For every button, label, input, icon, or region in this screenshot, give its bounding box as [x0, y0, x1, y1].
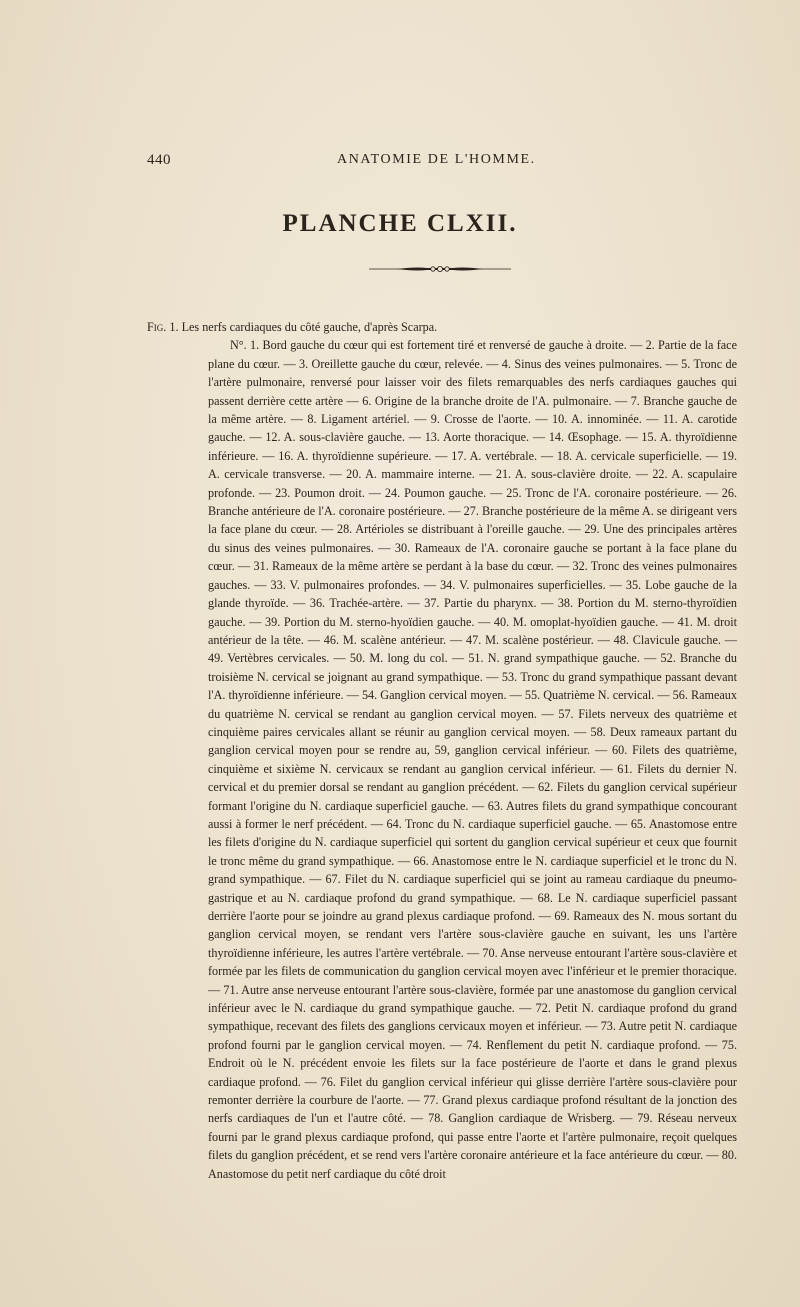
- plate-title: PLANCHE CLXII.: [282, 210, 518, 237]
- figure-heading: [147, 318, 737, 336]
- ornament-divider: [367, 264, 513, 274]
- figure-label: Fig. 1.: [147, 320, 179, 334]
- running-title: ANATOMIE DE L'HOMME.: [337, 152, 536, 167]
- plate-description: [147, 318, 737, 1183]
- figure-caption: Les nerfs cardiaques du côté gauche, d'après Scarpa.: [181, 320, 438, 334]
- running-head: [147, 152, 737, 174]
- figure-legend-text: N°. 1. Bord gauche du cœur qui est fortement tiré et renversé de gauche à droite. — 2. Partie de la face plane du cœur. — 3. Oreillette gauche du cœur, relevée. — 4. Sinus des veines pulmonaires. — 5. Tronc de l'artère pulmonaire, renversé pour laisser voir des filets remarquables des nerfs cardiaques gauches qui passent derrière cette artère — 6. Origine de la branche droite de l'A. pulmonaire. — 7. Branche gauche de la même artère. — 8. Ligament artériel. — 9. Crosse de l'aorte. — 10. A. innominée. — 11. A. carotide gauche. — 12. A. sous-clavière gauche. — 13. Aorte thoracique. — 14. Œsophage. — 15. A. thyroïdienne inférieure. — 16. A. thyroïdienne supérieure. — 17. A. vertébrale. — 18. A. cervicale superficielle. — 19. A. cervicale transverse. — 20. A. mammaire interne. — 21. A. sous-clavière droite. — 22. A. scapulaire profonde. — 23. Poumon droit. — 24. Poumon gauche. — 25. Tronc de l'A. coronaire postérieure. — 26. Branche antérieure de l'A. coronaire postérieure. — 27. Branche postérieure de la même A. se dirigeant vers la face plane du cœur. — 28. Artérioles se distribuant à l'oreille gauche. — 29. Une des principales artères du sinus des veines pulmonaires. — 30. Rameaux de l'A. coronaire gauche se portant à la face plane du cœur. — 31. Rameaux de la même artère se perdant à la base du cœur. — 32. Tronc des veines pulmonaires gauches. — 33. V. pulmonaires profondes. — 34. V. pulmonaires superficielles. — 35. Lobe gauche de la glande thyroïde. — 36. Trachée-artère. — 37. Partie du pharynx. — 38. Portion du M. sterno-thyroïdien gauche. — 39. Portion du M. sterno-hyoïdien gauche. — 40. M. omoplat-hyoïdien gauche. — 41. M. droit antérieur de la tête. — 46. M. scalène antérieur. — 47. M. scalène postérieur. — 48. Clavicule gauche. — 49. Vertèbres cervicales. — 50. M. long du col. — 51. N. grand sympathique gauche. — 52. Branche du troisième N. cervical se joignant au grand sympathique. — 53. Tronc du grand sympathique passant devant l'A. thyroïdienne inférieure. — 54. Ganglion cervical moyen. — 55. Quatrième N. cervical. — 56. Rameaux du quatrième N. cervical se rendant au ganglion cervical moyen. — 57. Filets nerveux des quatrième et cinquième paires cervicales allant se réunir au ganglion cervical moyen. — 58. Deux rameaux partant du ganglion cervical moyen pour se rendre au, 59, ganglion cervical inférieur. — 60. Filets des quatrième, cinquième et sixième N. cervicaux se rendant au ganglion cervical inférieur. — 61. Filets du dernier N. cervical et du premier dorsal se rendant au ganglion précédent. — 62. Filets du ganglion cervical supérieur formant l'origine du N. cardiaque superficiel gauche. — 63. Autres filets du grand sympathique concourant aussi à former le nerf précédent. — 64. Tronc du N. cardiaque superficiel gauche. — 65. Anastomose entre les filets d'origine du N. cardiaque superficiel qui sortent du ganglion cervical supérieur et ceux que fournit le tronc même du grand sympathique. — 66. Anastomose entre le N. cardiaque superficiel et le tronc du N. grand sympathique. — 67. Filet du N. cardiaque superficiel qui se joint au rameau cardiaque du pneumo-gastrique et au N. cardiaque profond du grand sympathique. — 68. Le N. cardiaque superficiel passant derrière l'aorte pour se joindre au grand plexus cardiaque profond. — 69. Rameaux des N. mous sortant du ganglion cervical moyen, se rendant vers l'artère sous-clavière gauche en suivant, les uns l'artère thyroïdienne inférieure, les autres l'artère vertébrale. — 70. Anse nerveuse entourant l'artère sous-clavière et formée par les filets de communication du ganglion cervical moyen avec l'inférieur et le premier thoracique. — 71. Autre anse nerveuse entourant l'artère sous-clavière, formée par une anastomose du ganglion cervical inférieur avec le N. cardiaque du grand sympathique gauche. — 72. Petit N. cardiaque profond du grand sympathique, recevant des filets des ganglions cervicaux moyen et inférieur. — 73. Autre petit N. cardiaque profond fourni par le ganglion cervical moyen. — 74. Renflement du petit N. cardiaque profond. — 75. Endroit où le N. précédent envoie les filets sur la face postérieure de l'aorte et dans le grand plexus cardiaque profond. — 76. Filet du ganglion cervical inférieur qui glisse derrière l'artère sous-clavière pour remonter derrière la courbure de l'aorte. — 77. Grand plexus cardiaque profond résultant de la jonction des nerfs cardiaques de l'un et l'autre côté. — 78. Ganglion cardiaque de Wrisberg. — 79. Réseau nerveux fourni par le grand plexus cardiaque profond, qui passe entre l'aorte et l'artère pulmonaire, reçoit quelques filets du ganglion précédent, et se rend vers l'artère coronaire antérieure et la face antérieure du cœur. — 80. Anastomose du petit nerf cardiaque du côté droit: [208, 338, 737, 1181]
- page-number: 440: [147, 152, 171, 168]
